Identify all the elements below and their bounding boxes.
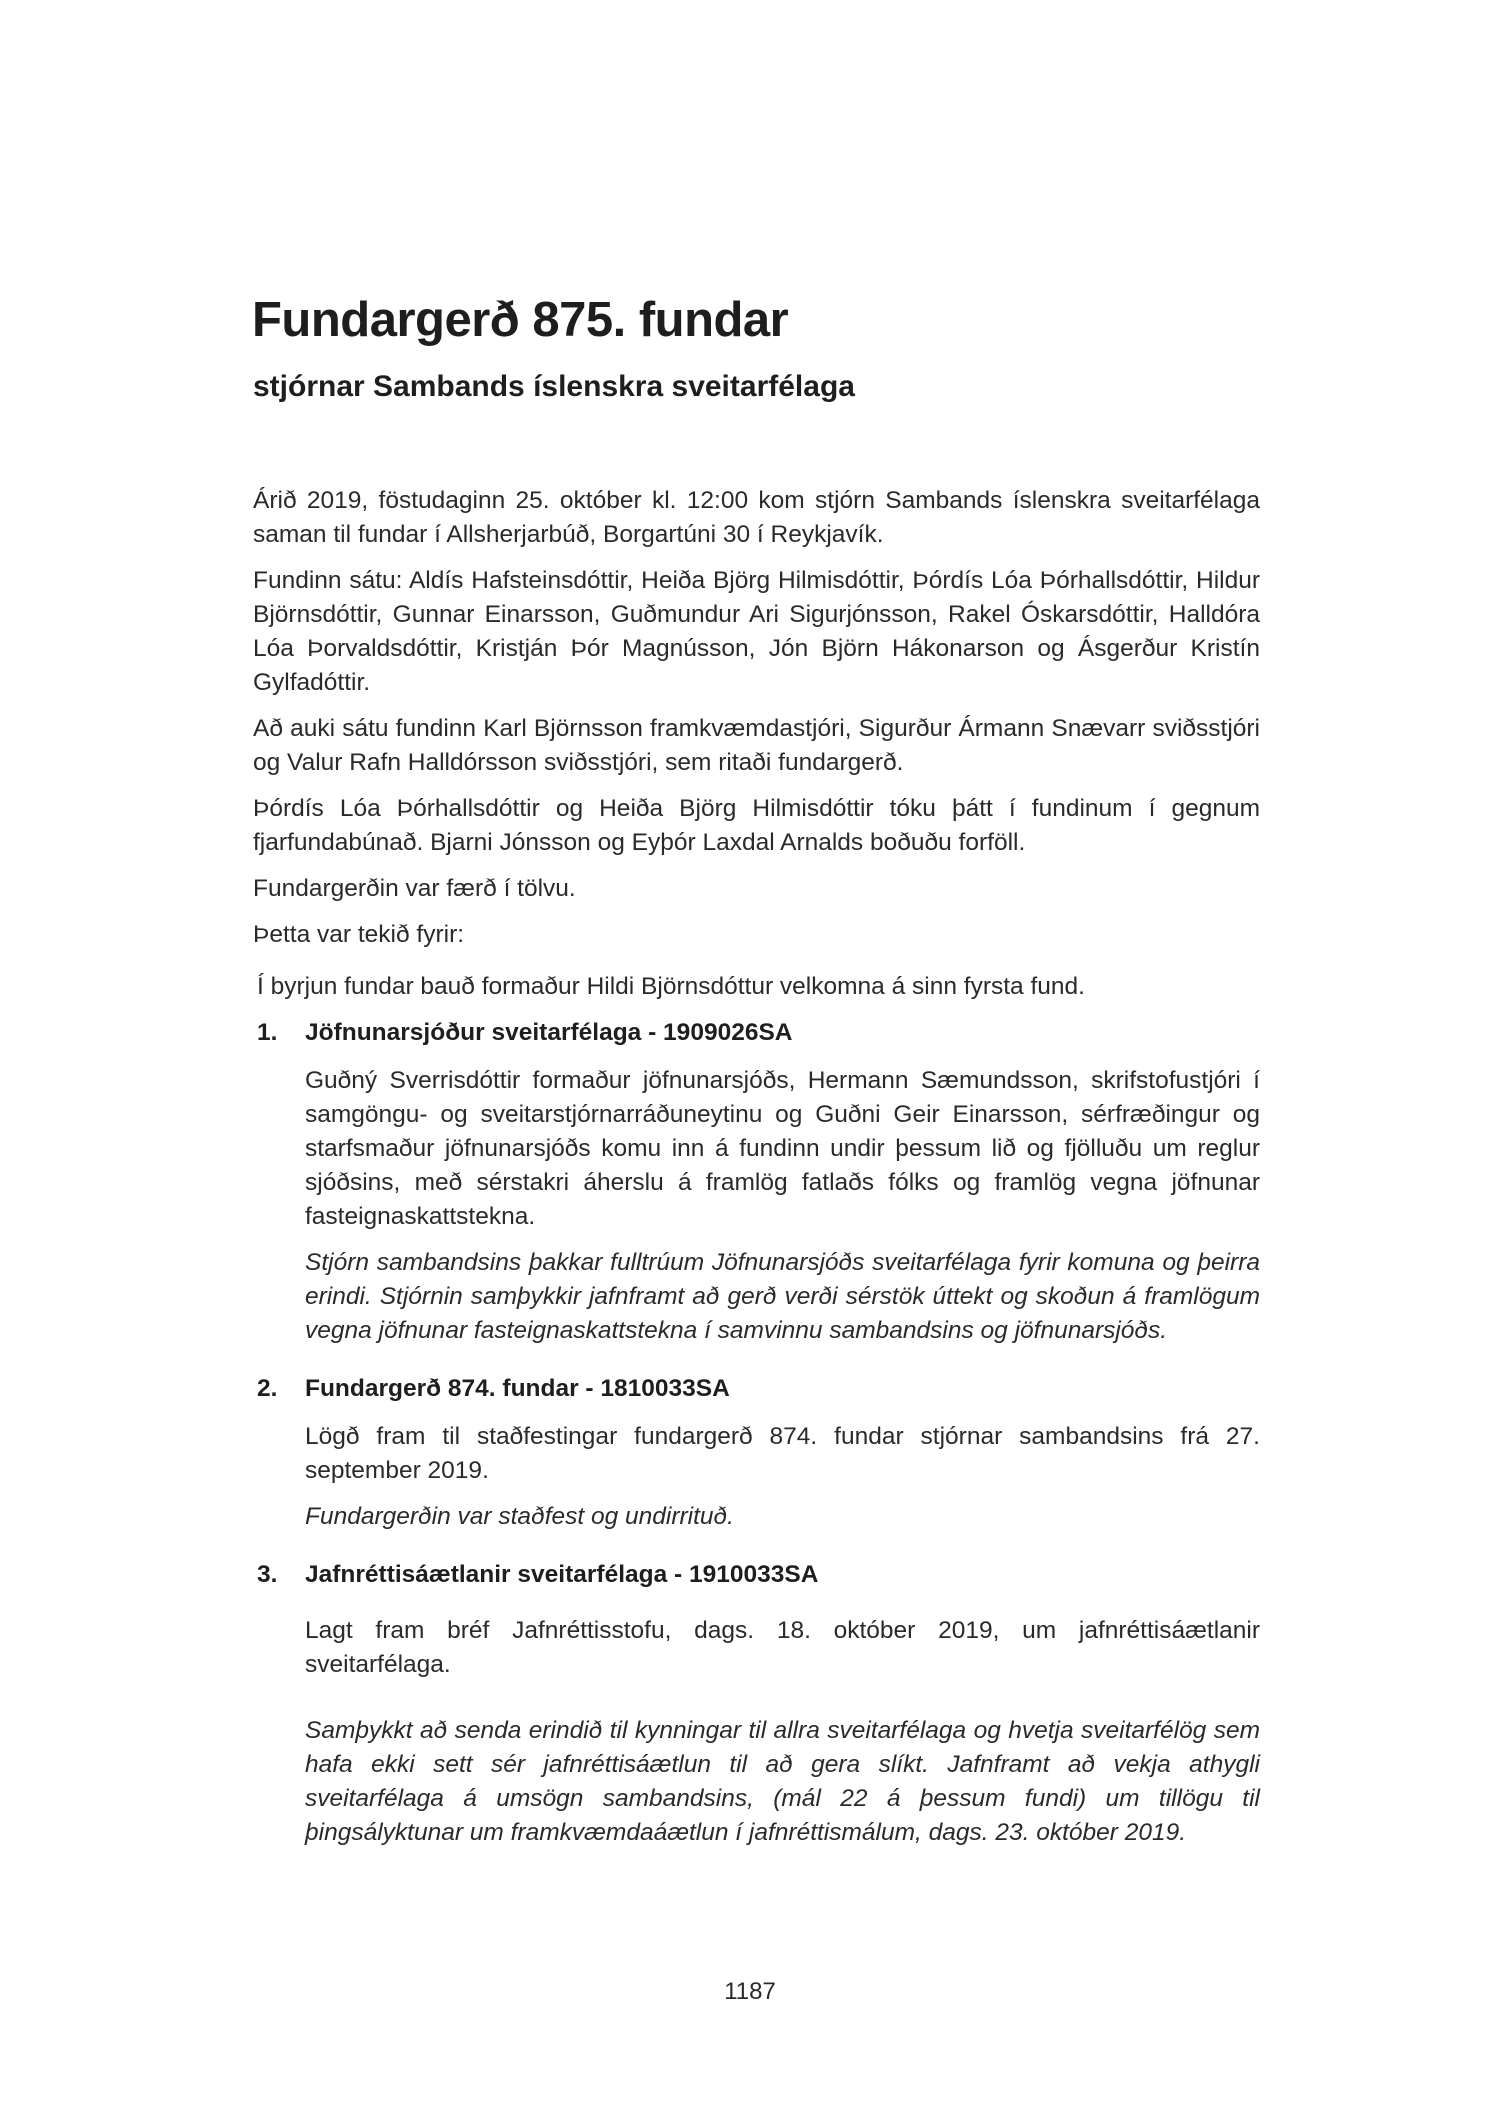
agenda-item-2 xyxy=(253,1372,1260,1534)
agenda-item-body xyxy=(305,1064,1260,1348)
agenda-item-heading xyxy=(253,1372,1260,1406)
agenda-item-number: 3. xyxy=(257,1561,278,1588)
agenda-item-number: 2. xyxy=(257,1375,278,1402)
agenda-lead-paragraph: Þetta var tekið fyrir: xyxy=(253,921,465,948)
agenda-item-heading xyxy=(253,1558,1260,1592)
meeting-time-paragraph: Árið 2019, föstudaginn 25. október kl. 12:00 kom stjórn Sambands íslenskra sveitarfélaga saman til fundar í Allsherjarbúð, Borgartúni 30 í Reykjavík. xyxy=(253,487,1260,548)
agenda-item-title: Fundargerð 874. fundar - 1810033SA xyxy=(305,1375,730,1402)
page-number: 1187 xyxy=(724,1978,776,2005)
agenda-item-conclusion: Fundargerðin var staðfest og undirrituð. xyxy=(305,1503,734,1530)
agenda-item-conclusion: Stjórn sambandsins þakkar fulltrúum Jöfnunarsjóðs sveitarfélaga fyrir komuna og þeirra erindi. Stjórnin samþykkir jafnframt að gerð verði sérstök úttekt og skoðun á framlögum vegna jöfnunar fasteignaskattstekna í samvinnu sambandsins og jöfnunarsjóðs. xyxy=(305,1249,1260,1344)
remote-absent-paragraph: Þórdís Lóa Þórhallsdóttir og Heiða Björg Hilmisdóttir tóku þátt í fundinum í gegnum fjarfundabúnað. Bjarni Jónsson og Eyþór Laxdal Arnalds boðuðu forföll. xyxy=(253,795,1260,856)
agenda-item-text: Lagt fram bréf Jafnréttisstofu, dags. 18. október 2019, um jafnréttisáætlanir sveitarfélaga. xyxy=(305,1617,1260,1678)
agenda-item-body xyxy=(305,1614,1260,1850)
agenda-item-conclusion: Samþykkt að senda erindið til kynningar til allra sveitarfélaga og hvetja sveitarfélög sem hafa ekki sett sér jafnréttisáætlun til að gera slíkt. Jafnframt að vekja athygli sveitarfélaga á umsögn sambandsins, (mál 22 á þessum fundi) um tillögu til þingsályktunar um framkvæmdaáætlun í jafnréttismálum, dags. 23. október 2019. xyxy=(305,1717,1260,1846)
agenda-item-text: Guðný Sverrisdóttir formaður jöfnunarsjóðs, Hermann Sæmundsson, skrifstofustjóri í samgöngu- og sveitarstjórnarráðuneytinu og Guðni Geir Einarsson, sérfræðingur og starfsmaður jöfnunarsjóðs komu inn á fundinn undir þessum lið og fjölluðu um reglur sjóðsins, með sérstakri áherslu á framlög fatlaðs fólks og framlög vegna jöfnunar fasteignaskattstekna. xyxy=(305,1067,1260,1230)
agenda-item-number: 1. xyxy=(257,1019,278,1046)
agenda-item-1 xyxy=(253,1016,1260,1348)
document-subtitle: stjórnar Sambands íslenskra sveitarfélaga xyxy=(253,370,855,403)
agenda-item-body xyxy=(305,1420,1260,1534)
staff-paragraph: Að auki sátu fundinn Karl Björnsson framkvæmdastjóri, Sigurður Ármann Snævarr sviðsstjóri og Valur Rafn Halldórsson sviðsstjóri, sem ritaði fundargerð. xyxy=(253,715,1260,776)
welcome-paragraph: Í byrjun fundar bauð formaður Hildi Björnsdóttur velkomna á sinn fyrsta fund. xyxy=(257,973,1085,1000)
document-body xyxy=(253,484,1260,1874)
agenda-item-title: Jafnréttisáætlanir sveitarfélaga - 1910033SA xyxy=(305,1561,819,1588)
agenda-item-title: Jöfnunarsjóður sveitarfélaga - 1909026SA xyxy=(305,1019,793,1046)
agenda-list xyxy=(253,1016,1260,1850)
recording-paragraph: Fundargerðin var færð í tölvu. xyxy=(253,875,576,902)
agenda-item-3 xyxy=(253,1558,1260,1850)
document-title: Fundargerð 875. fundar xyxy=(252,293,789,347)
agenda-item-heading xyxy=(253,1016,1260,1050)
attendees-paragraph: Fundinn sátu: Aldís Hafsteinsdóttir, Heiða Björg Hilmisdóttir, Þórdís Lóa Þórhallsdóttir, Hildur Björnsdóttir, Gunnar Einarsson, Guðmundur Ari Sigurjónsson, Rakel Óskarsdóttir, Halldóra Lóa Þorvaldsdóttir, Kristján Þór Magnússon, Jón Björn Hákonarson og Ásgerður Kristín Gylfadóttir. xyxy=(253,567,1260,696)
agenda-item-text: Lögð fram til staðfestingar fundargerð 874. fundar stjórnar sambandsins frá 27. september 2019. xyxy=(305,1423,1260,1484)
